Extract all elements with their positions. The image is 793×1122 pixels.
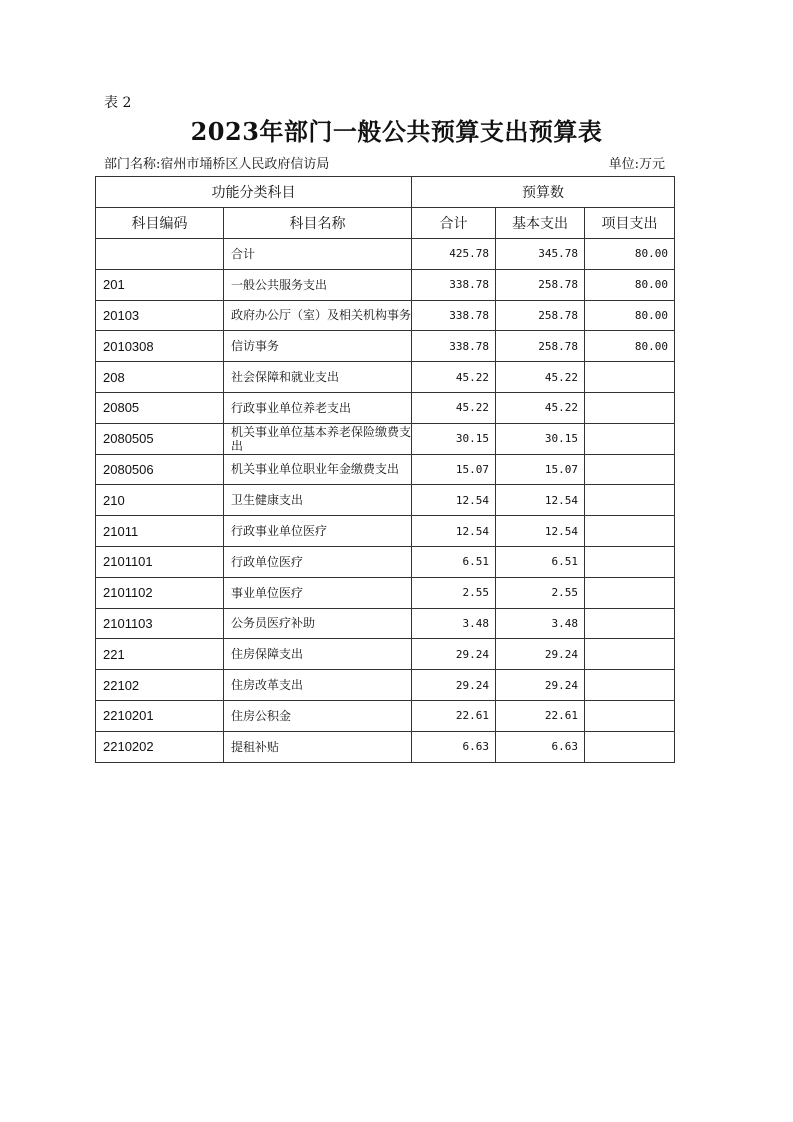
cell-project xyxy=(585,577,675,608)
cell-total: 12.54 xyxy=(412,485,496,516)
cell-basic: 45.22 xyxy=(496,362,585,393)
table-label: 表 2 xyxy=(104,95,132,111)
cell-basic: 30.15 xyxy=(496,423,585,454)
cell-name: 住房保障支出 xyxy=(224,639,412,670)
cell-code: 2010308 xyxy=(96,331,224,362)
cell-code: 208 xyxy=(96,362,224,393)
budget-table xyxy=(95,176,675,763)
cell-project xyxy=(585,670,675,701)
table-row xyxy=(96,577,675,608)
cell-name: 公务员医疗补助 xyxy=(224,608,412,639)
cell-basic: 45.22 xyxy=(496,392,585,423)
table-row xyxy=(96,608,675,639)
cell-code: 20103 xyxy=(96,300,224,331)
cell-project: 80.00 xyxy=(585,239,675,270)
cell-name: 机关事业单位基本养老保险缴费支出 xyxy=(224,423,412,454)
cell-code: 221 xyxy=(96,639,224,670)
cell-name: 行政单位医疗 xyxy=(224,546,412,577)
cell-code: 2210202 xyxy=(96,731,224,762)
table-row xyxy=(96,454,675,485)
cell-basic: 29.24 xyxy=(496,639,585,670)
cell-project xyxy=(585,454,675,485)
cell-project xyxy=(585,423,675,454)
cell-total: 338.78 xyxy=(412,331,496,362)
table-row xyxy=(96,485,675,516)
cell-total: 338.78 xyxy=(412,300,496,331)
cell-code: 20805 xyxy=(96,392,224,423)
cell-code: 2080505 xyxy=(96,423,224,454)
table-row xyxy=(96,516,675,547)
cell-name: 政府办公厅（室）及相关机构事务 xyxy=(224,300,412,331)
cell-total: 6.51 xyxy=(412,546,496,577)
table-row xyxy=(96,362,675,393)
cell-project: 80.00 xyxy=(585,300,675,331)
cell-basic: 6.51 xyxy=(496,546,585,577)
page-title: 2023年部门一般公共预算支出预算表 xyxy=(190,117,603,146)
cell-project xyxy=(585,392,675,423)
cell-project xyxy=(585,546,675,577)
header-budget-group: 预算数 xyxy=(412,177,675,208)
cell-project xyxy=(585,731,675,762)
cell-basic: 3.48 xyxy=(496,608,585,639)
table-row xyxy=(96,423,675,454)
cell-total: 45.22 xyxy=(412,362,496,393)
cell-basic: 258.78 xyxy=(496,269,585,300)
cell-name: 住房公积金 xyxy=(224,700,412,731)
header-total: 合计 xyxy=(412,208,496,239)
cell-code: 21011 xyxy=(96,516,224,547)
cell-total: 338.78 xyxy=(412,269,496,300)
header-row-columns xyxy=(96,208,675,239)
cell-basic: 258.78 xyxy=(496,300,585,331)
table-row xyxy=(96,300,675,331)
cell-total: 29.24 xyxy=(412,639,496,670)
cell-name: 社会保障和就业支出 xyxy=(224,362,412,393)
cell-project: 80.00 xyxy=(585,269,675,300)
cell-code: 2101101 xyxy=(96,546,224,577)
cell-name: 事业单位医疗 xyxy=(224,577,412,608)
cell-total: 6.63 xyxy=(412,731,496,762)
cell-basic: 15.07 xyxy=(496,454,585,485)
cell-code: 210 xyxy=(96,485,224,516)
cell-code xyxy=(96,239,224,270)
cell-total: 15.07 xyxy=(412,454,496,485)
cell-total: 22.61 xyxy=(412,700,496,731)
cell-total: 45.22 xyxy=(412,392,496,423)
header-basic: 基本支出 xyxy=(496,208,585,239)
department-name: 部门名称:宿州市埇桥区人民政府信访局 xyxy=(104,157,330,172)
table-row xyxy=(96,639,675,670)
cell-basic: 22.61 xyxy=(496,700,585,731)
cell-basic: 12.54 xyxy=(496,485,585,516)
cell-name: 信访事务 xyxy=(224,331,412,362)
cell-name: 行政事业单位医疗 xyxy=(224,516,412,547)
cell-code: 2101103 xyxy=(96,608,224,639)
cell-total: 425.78 xyxy=(412,239,496,270)
cell-basic: 345.78 xyxy=(496,239,585,270)
cell-name: 住房改革支出 xyxy=(224,670,412,701)
cell-name: 一般公共服务支出 xyxy=(224,269,412,300)
cell-name: 提租补贴 xyxy=(224,731,412,762)
cell-project xyxy=(585,485,675,516)
header-name: 科目名称 xyxy=(224,208,412,239)
cell-code: 22102 xyxy=(96,670,224,701)
cell-total: 3.48 xyxy=(412,608,496,639)
cell-project xyxy=(585,639,675,670)
table-row xyxy=(96,331,675,362)
cell-code: 2101102 xyxy=(96,577,224,608)
table-row xyxy=(96,670,675,701)
cell-code: 2080506 xyxy=(96,454,224,485)
table-row xyxy=(96,239,675,270)
table-row xyxy=(96,700,675,731)
cell-project: 80.00 xyxy=(585,331,675,362)
table-row xyxy=(96,392,675,423)
cell-total: 2.55 xyxy=(412,577,496,608)
cell-basic: 12.54 xyxy=(496,516,585,547)
header-function-group: 功能分类科目 xyxy=(96,177,412,208)
unit-label: 单位:万元 xyxy=(608,157,665,172)
cell-basic: 258.78 xyxy=(496,331,585,362)
table-row xyxy=(96,731,675,762)
cell-total: 30.15 xyxy=(412,423,496,454)
cell-project xyxy=(585,516,675,547)
cell-project xyxy=(585,608,675,639)
header-row-group xyxy=(96,177,675,208)
header-project: 项目支出 xyxy=(585,208,675,239)
cell-basic: 2.55 xyxy=(496,577,585,608)
table-row xyxy=(96,546,675,577)
header-code: 科目编码 xyxy=(96,208,224,239)
cell-project xyxy=(585,700,675,731)
table-row xyxy=(96,269,675,300)
cell-name: 卫生健康支出 xyxy=(224,485,412,516)
cell-basic: 29.24 xyxy=(496,670,585,701)
cell-total: 29.24 xyxy=(412,670,496,701)
cell-project xyxy=(585,362,675,393)
cell-code: 2210201 xyxy=(96,700,224,731)
cell-name: 行政事业单位养老支出 xyxy=(224,392,412,423)
cell-total: 12.54 xyxy=(412,516,496,547)
cell-name: 机关事业单位职业年金缴费支出 xyxy=(224,454,412,485)
cell-code: 201 xyxy=(96,269,224,300)
cell-basic: 6.63 xyxy=(496,731,585,762)
cell-name: 合计 xyxy=(224,239,412,270)
